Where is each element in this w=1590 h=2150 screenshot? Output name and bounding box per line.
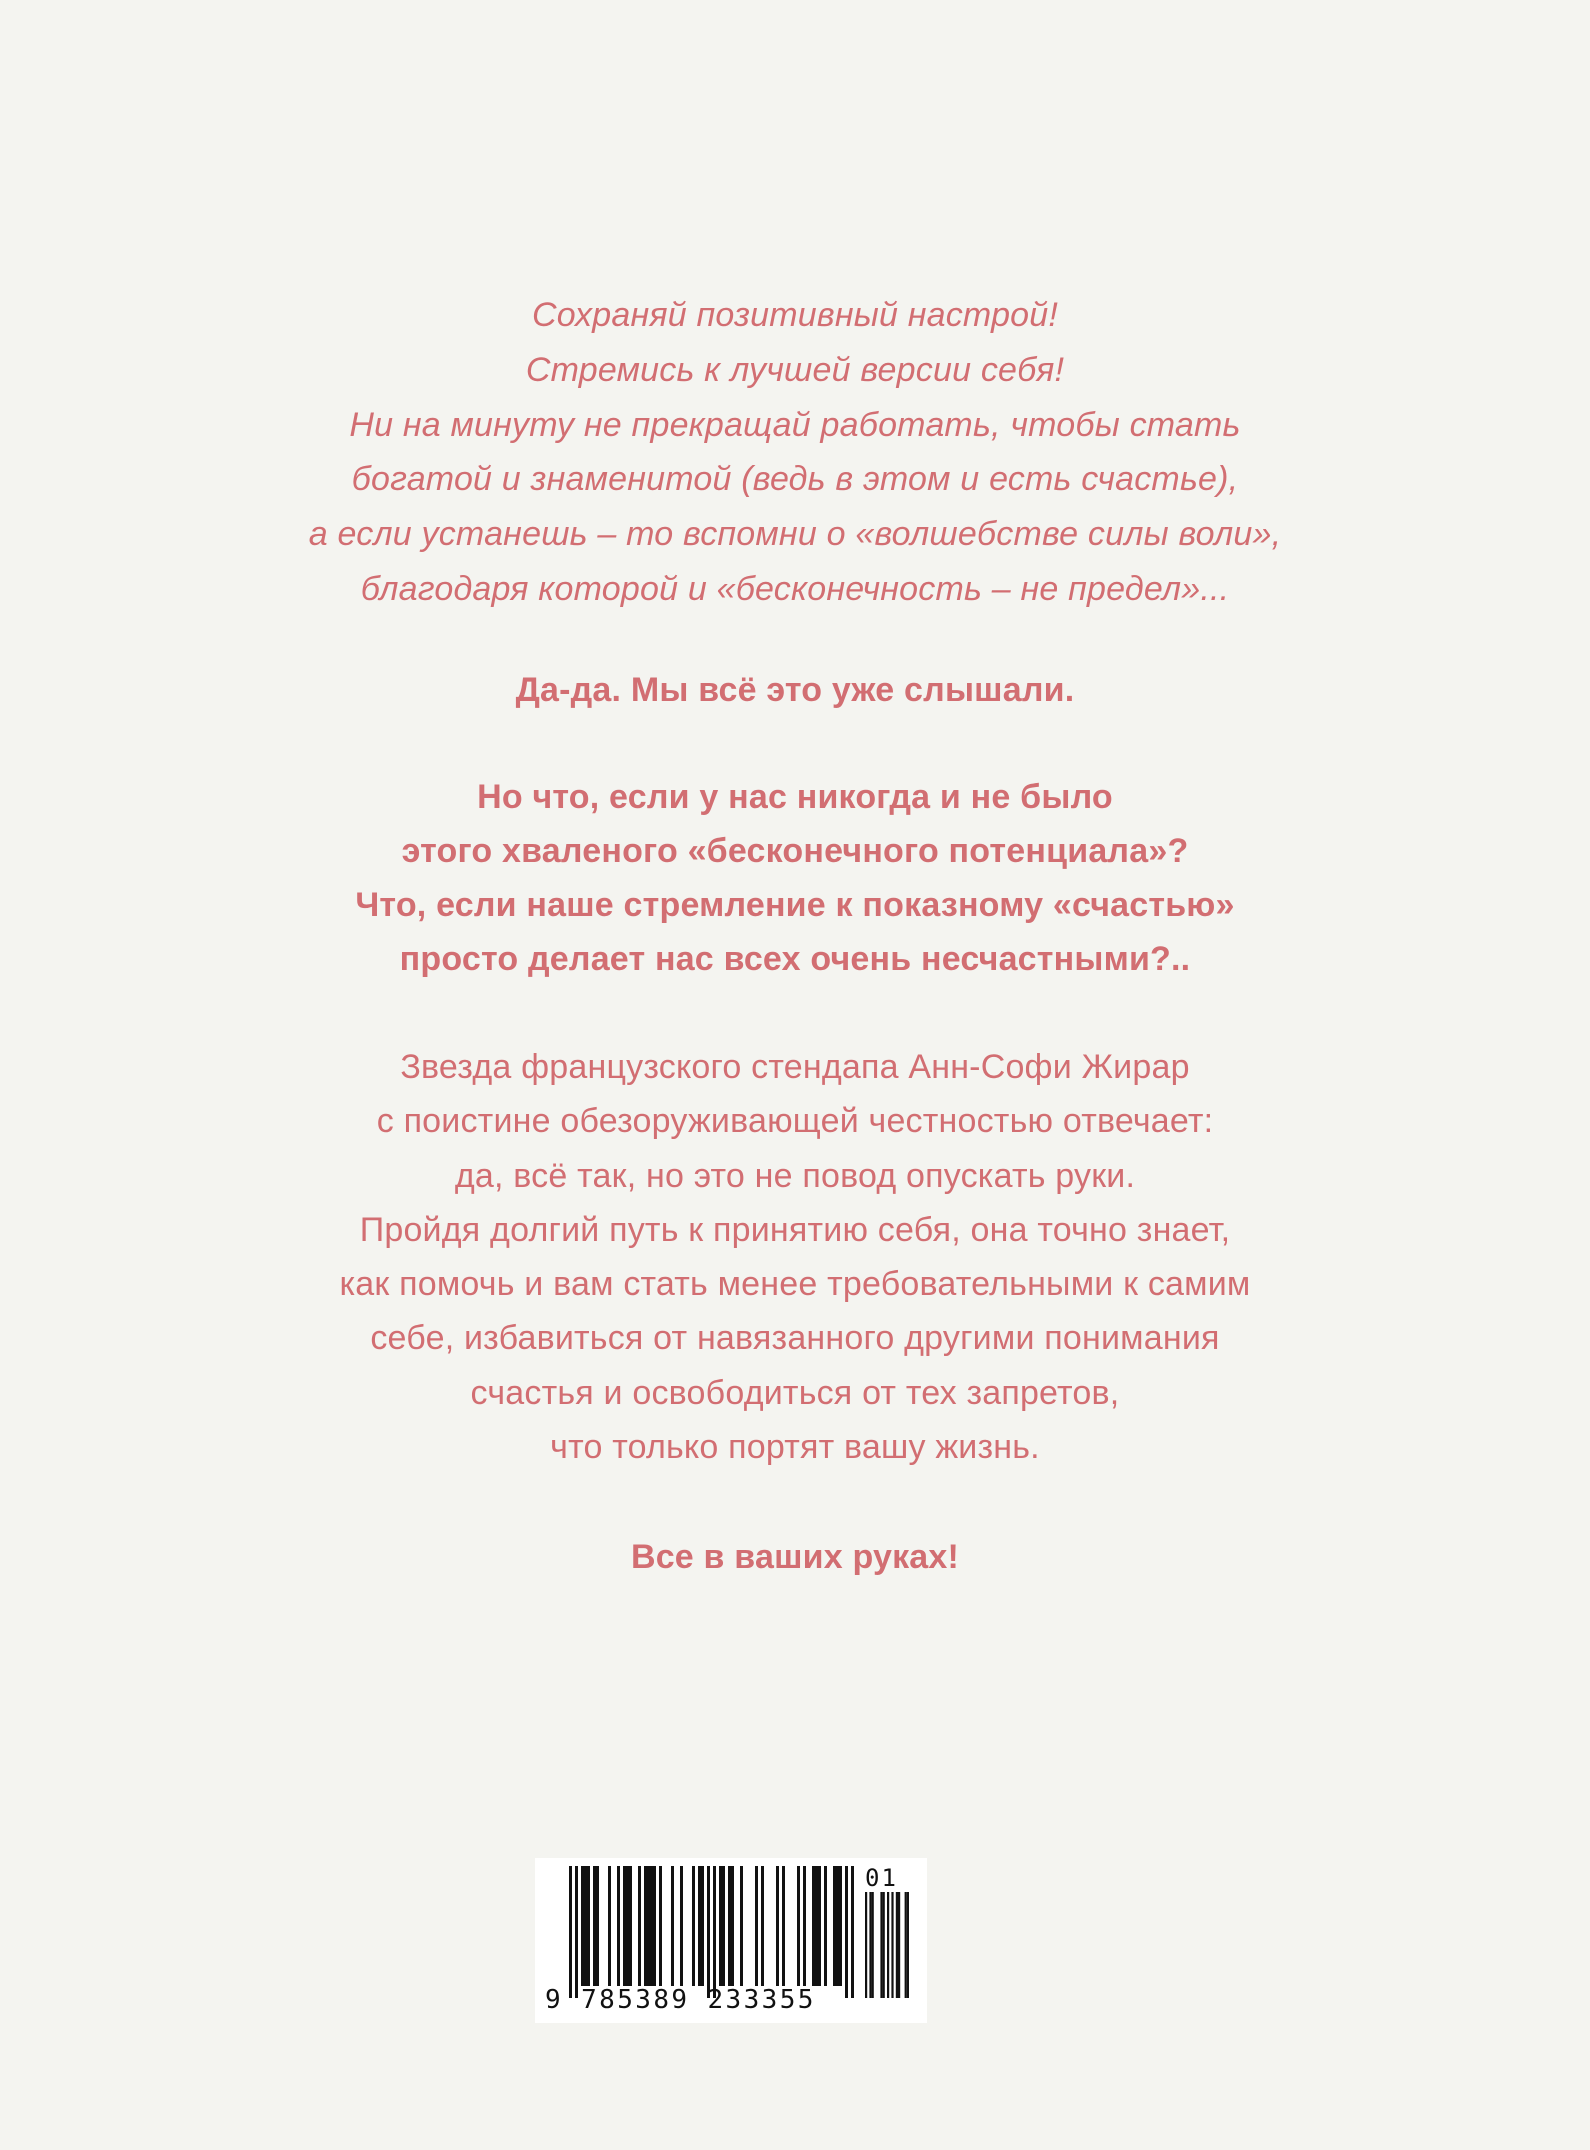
barcode-digits: 9 785389 233355 <box>545 1985 816 2015</box>
body-line: себе, избавиться от навязанного другими понимания <box>370 1319 1220 1358</box>
intro-line: Ни на минуту не прекращай работать, чтобы стать <box>349 405 1241 444</box>
body-line: да, всё так, но это не повод опускать руки. <box>454 1156 1136 1195</box>
barcode-addon-bar <box>891 1892 893 1998</box>
question-line: этого хваленого «бесконечного потенциала»? <box>401 832 1189 870</box>
body-line: с поистине обезоруживающей честностью отвечает: <box>376 1102 1214 1141</box>
barcode-bar <box>608 1866 611 1986</box>
barcode-addon-digits: 01 <box>865 1864 898 1892</box>
barcode-bar <box>698 1866 701 1986</box>
barcode-bar <box>587 1866 590 1986</box>
intro-line: благодаря которой и «бесконечность – не предел»... <box>360 569 1230 608</box>
barcode-bar <box>596 1866 599 1986</box>
barcode-bar <box>803 1866 806 1986</box>
callout-heard-it-all <box>0 667 1590 713</box>
barcode-bar <box>569 1866 572 1998</box>
description-paragraph <box>0 1040 1590 1474</box>
callout-line: Да-да. Мы всё это уже слышали. <box>515 671 1075 709</box>
barcode-bar <box>626 1866 629 1986</box>
barcode-bar <box>761 1866 764 1986</box>
barcode-addon-bar <box>905 1892 907 1998</box>
intro-paragraph <box>0 288 1590 617</box>
body-line: что только портят вашу жизнь. <box>550 1428 1040 1467</box>
closing-line <box>0 1534 1590 1580</box>
question-line: Но что, если у нас никогда и не было <box>477 778 1113 816</box>
barcode-bar <box>719 1866 722 1986</box>
barcode-bar <box>707 1866 710 1998</box>
question-paragraph <box>0 770 1590 986</box>
barcode-bar <box>836 1866 839 1986</box>
barcode-addon-bar <box>883 1892 885 1998</box>
barcode-bar <box>671 1866 674 1986</box>
barcode-bar <box>722 1866 725 1986</box>
barcode-bar <box>755 1866 758 1986</box>
barcode-addon-bar <box>869 1892 871 1998</box>
barcode-bar <box>659 1866 662 1986</box>
barcode-bar <box>680 1866 683 1986</box>
barcode-bar <box>581 1866 584 1986</box>
barcode-bar <box>593 1866 596 1986</box>
intro-line: а если устанешь – то вспомни о «волшебстве силы воли», <box>308 515 1282 554</box>
question-line: Что, если наше стремление к показному «счастью» <box>355 886 1235 924</box>
barcode-bar <box>713 1866 716 1998</box>
question-line: просто делает нас всех очень несчастными?.. <box>399 940 1191 978</box>
barcode-bar <box>812 1866 815 1986</box>
barcode-addon-bar <box>907 1892 909 1998</box>
intro-line: Стремись к лучшей версии себя! <box>525 350 1065 389</box>
barcode-bar <box>617 1866 620 1986</box>
barcode-addon-bar <box>880 1892 882 1998</box>
barcode-bar <box>692 1866 695 1986</box>
barcode-addon-bar <box>898 1892 900 1998</box>
barcode-bar <box>818 1866 821 1986</box>
barcode-bar <box>782 1866 785 1986</box>
barcode-bar <box>638 1866 641 1986</box>
barcode-bar <box>839 1866 842 1986</box>
barcode-bar <box>833 1866 836 1986</box>
body-line: Звезда французского стендапа Анн-Софи Жирар <box>400 1048 1190 1086</box>
barcode-bar <box>728 1866 731 1986</box>
barcode-bar <box>629 1866 632 1986</box>
barcode-bar <box>623 1866 626 1986</box>
body-line: как помочь и вам стать менее требовательными к самим <box>339 1265 1251 1304</box>
barcode-addon-bar <box>865 1892 867 1998</box>
barcode-bar <box>647 1866 650 1986</box>
barcode-bar <box>575 1866 578 1998</box>
body-line: счастья и освободиться от тех запретов, <box>470 1373 1120 1412</box>
barcode-bar <box>815 1866 818 1986</box>
barcode-bar <box>584 1866 587 1986</box>
barcode-bar <box>740 1866 743 1986</box>
barcode-bar <box>653 1866 656 1986</box>
isbn-barcode <box>535 1858 927 2023</box>
barcode-bar <box>776 1866 779 1986</box>
barcode-bar <box>644 1866 647 1986</box>
intro-line: Сохраняй позитивный настрой! <box>531 296 1059 334</box>
barcode-bar <box>845 1866 848 1998</box>
barcode-bar <box>797 1866 800 1986</box>
barcode-addon-bar <box>896 1892 898 1998</box>
barcode-bar <box>701 1866 704 1986</box>
closing-text: Все в ваших руках! <box>630 1538 960 1576</box>
barcode-addon-bar <box>872 1892 874 1998</box>
barcode-bar <box>824 1866 827 1986</box>
body-line: Пройдя долгий путь к принятию себя, она точно знает, <box>359 1210 1231 1249</box>
barcode-bar <box>731 1866 734 1986</box>
barcode-bar <box>851 1866 854 1998</box>
intro-line: богатой и знаменитой (ведь в этом и есть счастье), <box>351 460 1239 499</box>
barcode-addon-bar <box>887 1892 889 1998</box>
barcode-bar <box>650 1866 653 1986</box>
